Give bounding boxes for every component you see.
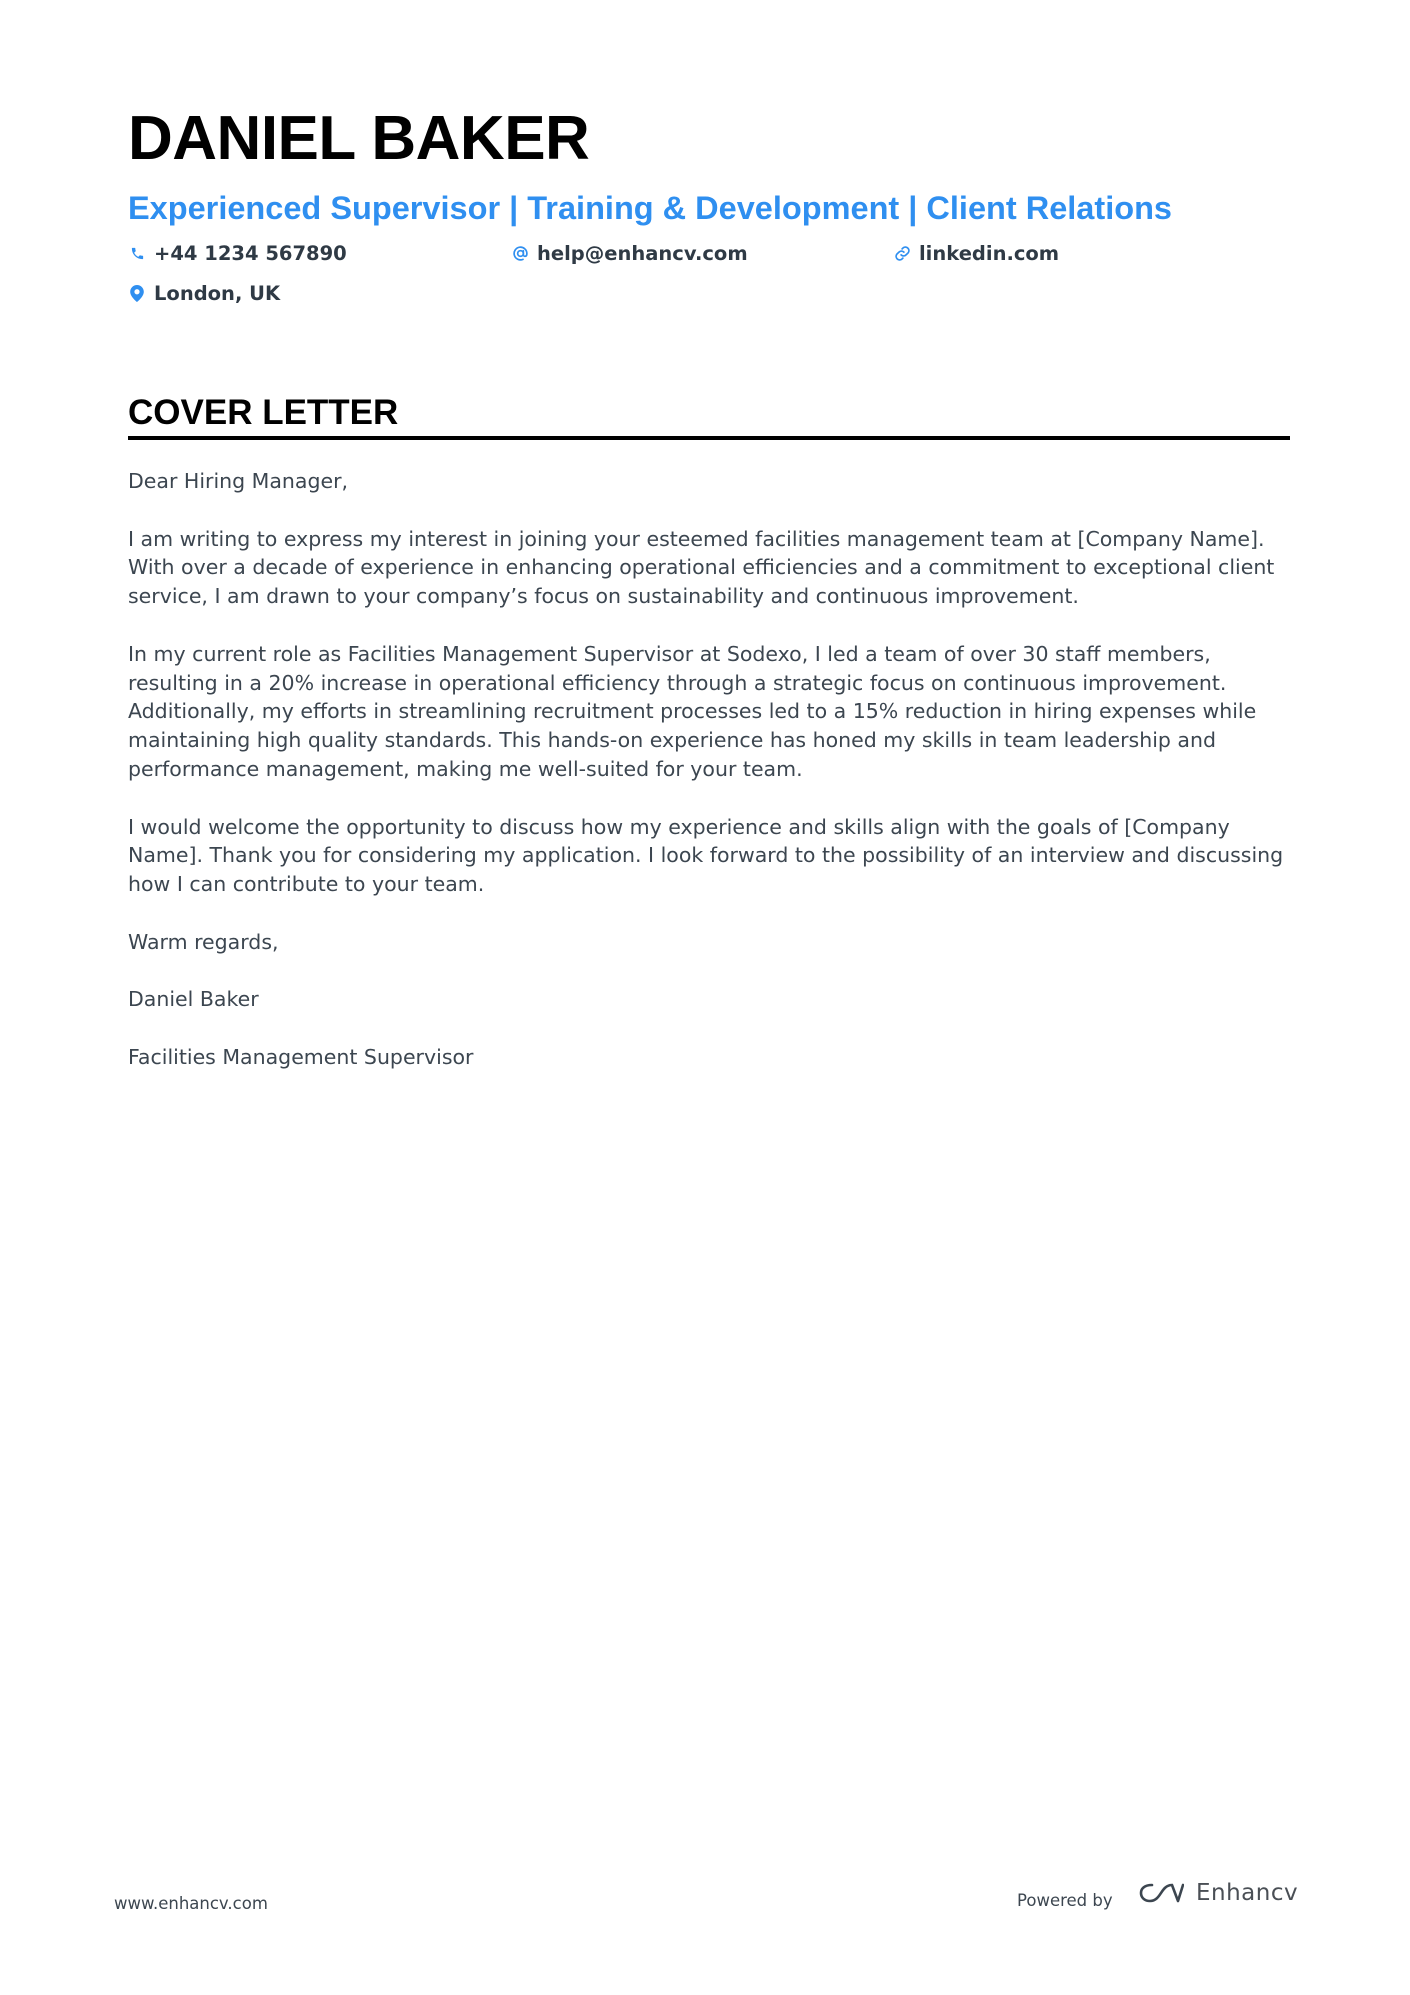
section-divider (128, 436, 1290, 440)
candidate-headline: Experienced Supervisor | Training & Development | Client Relations (128, 190, 1172, 226)
brand-name: Enhancv (1196, 1880, 1299, 1906)
enhancv-logo-icon (1138, 1880, 1184, 1906)
location-text: London, UK (154, 282, 281, 305)
brand-logo[interactable] (1138, 1880, 1298, 1906)
letter-paragraph-1: I am writing to express my interest in joining your esteemed facilities management team at [Company Name]. With over a decade of experience in enhancing operational efficiencies and a commitment to exceptional client service, I am drawn to your company’s focus on sustainability and continuous improvement. (128, 526, 1275, 609)
section-title: COVER LETTER (128, 393, 399, 432)
letter-body (128, 467, 1303, 1101)
linkedin-link[interactable]: linkedin.com (919, 242, 1060, 265)
letter-closing: Warm regards, (128, 929, 279, 954)
contact-phone (128, 242, 347, 265)
letter-greeting: Dear Hiring Manager, (128, 469, 349, 493)
candidate-name: DANIEL BAKER (128, 104, 590, 173)
contact-location (128, 282, 280, 305)
location-pin-icon (128, 284, 146, 304)
contact-linkedin (893, 242, 1059, 265)
email-address[interactable]: help@enhancv.com (537, 242, 748, 265)
at-icon (511, 244, 529, 264)
letter-paragraph-3: I would welcome the opportunity to discuss how my experience and skills align with the goals of [Company Name]. Thank you for considering my application. I look forward to the possibility of an interview and discussing how I can contribute to your team. (128, 814, 1284, 897)
signature-name: Daniel Baker (128, 987, 259, 1012)
phone-number[interactable]: +44 1234 567890 (154, 242, 347, 265)
phone-icon (128, 244, 146, 264)
link-icon (893, 244, 911, 264)
footer-url[interactable]: www.enhancv.com (114, 1894, 268, 1913)
signature-title: Facilities Management Supervisor (128, 1044, 474, 1069)
letter-paragraph-2: In my current role as Facilities Management Supervisor at Sodexo, I led a team of over 30 staff members, resulting in a 20% increase in operational efficiency through a strategic focus on continuous improvement. Additionally, my efforts in streamlining recruitment processes led to a 15% reduction in hiring expenses while maintaining high quality standards. This hands-on experience has honed my skills in team leadership and performance management, making me well-suited for your team. (128, 641, 1257, 781)
powered-by-label: Powered by (1017, 1891, 1113, 1910)
contact-email (511, 242, 748, 265)
